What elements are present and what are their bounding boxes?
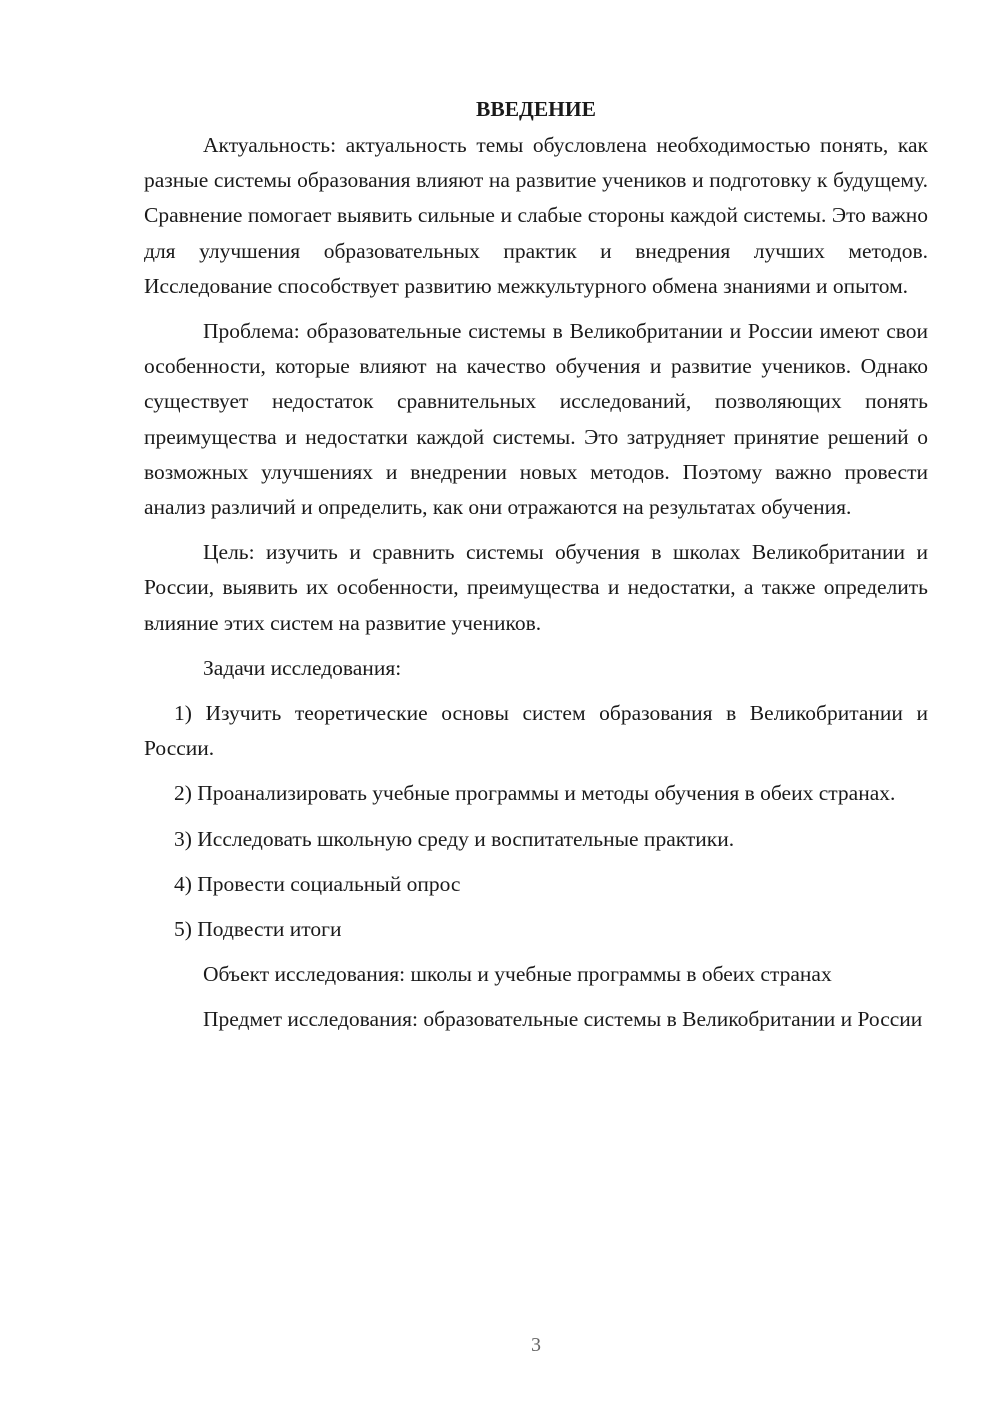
tasks-heading: Задачи исследования: (203, 655, 402, 680)
task-item-5: 5) Подвести итоги (174, 917, 342, 942)
page-number: 3 (531, 1334, 541, 1356)
relevance-paragraph: Актуальность: актуальность темы обусловлена необходимостью понять, как разные системы образования влияют на развитие учеников и подготовку к будущему. Сравнение помогает выявить сильные и слабые стороны каждой системы. Это важно для улучшения образовательных практик и внедрения лучших методов. Исследование способствует развитию межкультурного обмена знаниями и опытом. (144, 133, 928, 298)
goal-paragraph: Цель: изучить и сравнить системы обучения в школах Великобритании и России, выявить их особенности, преимущества и недостатки, а также определить влияние этих систем на развитие учеников. (144, 540, 928, 635)
page-title: ВВЕДЕНИЕ (476, 97, 596, 121)
object-paragraph: Объект исследования: школы и учебные программы в обеих странах (203, 962, 832, 987)
document-body (144, 92, 928, 1048)
task-item-4: 4) Провести социальный опрос (174, 871, 461, 896)
task-item-2: 2) Проанализировать учебные программы и методы обучения в обеих странах. (174, 781, 896, 806)
problem-paragraph: Проблема: образовательные системы в Великобритании и России имеют свои особенности, которые влияют на качество обучения и развитие учеников. Однако существует недостаток сравнительных исследований, позволяющих понять преимущества и недостатки каждой системы. Это затрудняет принятие решений о возможных улучшениях и внедрении новых методов. Поэтому важно провести анализ различий и определить, как они отражаются на результатах обучения. (144, 319, 928, 520)
subject-paragraph: Предмет исследования: образовательные системы в Великобритании и России (203, 1007, 923, 1032)
task-item-1: 1) Изучить теоретические основы систем образования в Великобритании и России. (144, 701, 928, 761)
task-item-3: 3) Исследовать школьную среду и воспитательные практики. (174, 826, 735, 851)
